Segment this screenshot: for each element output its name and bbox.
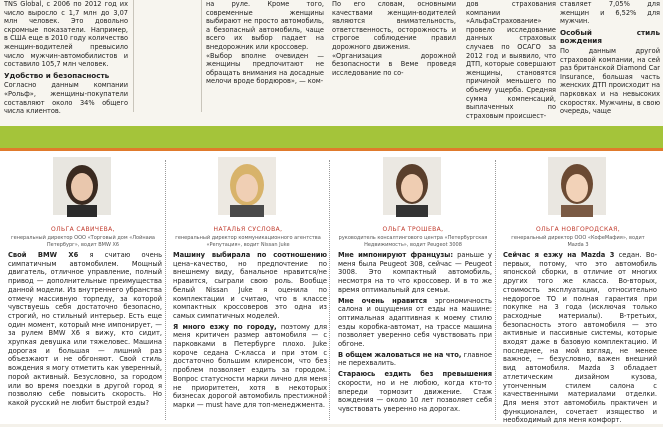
quote-text: я считаю очень симпатичным автомобилем. Мощный двигатель, отличное управление, полный привод — дополнительные преимущества данной модели. Из внутреннего убранства отмечу массивную торпеду, за которой чувствуешь себя достаточно безопасно, строгий, но стильный интерьер. Есть еще один момент, который мне импонирует, — за рулем BMW X6 я вижу, кто сидит, хрупкая девушка или тяжеловес. Машина дорогая и большая — лишний раз объезжают и не обгоняют. Свой стиль вождения я могу отметить как уверенный, порой активный. Безусловно, за городом или во время поездки в другой город я позволяю себе повысить скорость. Но какой русский не любит быстрой езды?	[8, 251, 163, 407]
profile-card-1	[4, 151, 162, 424]
article-column-2	[206, 0, 324, 108]
quote-text: главное не перехвалить.	[338, 350, 492, 368]
person-title: генеральный директор коммуникационного агентства «Репутация», водит Nissan Juke	[175, 235, 321, 248]
quote-lead: Мне импонируют французы:	[338, 251, 454, 259]
column-divider	[201, 0, 202, 112]
quote	[503, 251, 657, 427]
profile-card-4	[499, 151, 657, 424]
paragraph: ставляет 7,05% для женщин и 6,52% для мужчин.	[560, 0, 660, 26]
article-column-5	[560, 0, 660, 116]
quote-lead: Машину выбирала по соотношению	[173, 251, 327, 259]
avatar	[548, 157, 606, 215]
paragraph: По его словам, основными качествами женщин-водителей являются внимательность, ответственность, осторожность и строгое соблюдение правил дорожного движения.	[332, 0, 456, 51]
paragraph: «Выбор вполне очевиден — женщины предпочитают не обращать внимания на досадные мелочи вроде бордюров», — ком-	[206, 51, 324, 86]
person-title: руководитель консалтингового центра «Петербургская Недвижимость», водит Peugeot 3008	[338, 235, 488, 248]
paragraph: TNS Global, с 2006 по 2012 год их число выросло с 1,7 млн до 3,07 млн человек. Это довольно скромные показатели. Например, в США еще в 2010 году количество женщин-водителей превысило число мужчин-автомобилистов и составило 105,7 млн человек.	[4, 0, 128, 69]
person-name: ОЛЬГА ТРОШЕВА,	[382, 226, 444, 233]
quote-lead: Сейчас я езжу на Mazda 3	[503, 251, 615, 259]
profile-card-2	[169, 151, 327, 424]
paragraph: на руле. Кроме того, современные женщины выбирают не просто автомобиль, а безопасный автомобиль, чаще всего их выбор падает на внедорожник или кроссовер.	[206, 0, 324, 51]
article-column-4	[466, 0, 556, 120]
paragraph: «Организация дорожной безопасности в Веме проведя исследование по со-	[332, 51, 456, 77]
person-name: ОЛЬГА НОВГОРОДСКАЯ,	[535, 226, 620, 233]
quote-lead: Мне очень нравится	[338, 296, 428, 305]
quote-text: цена–качество, но предпочтение по внешнему виду, банальное нравится/не нравится, сыграли свою роль. Вообще белый Nissan Juke я оценила по комплектации и считаю, что в классе компактных кроссоверов это одна из самых симпатичных моделей.	[173, 259, 327, 320]
section-heading: Удобство и безопасность	[4, 70, 110, 80]
quote-lead: Свой BMW X6	[8, 251, 79, 259]
person-title: генеральный директор ООО «КофеМафия», водит Mazda 3	[511, 235, 645, 248]
column-divider	[495, 160, 496, 420]
quote-text: скорости, но и не любою, когда кто-то впереди тормозит движение. Стаж вождения — около 10 лет позволяет себя чувствовать уверенно на дорогах.	[338, 378, 492, 413]
avatar	[53, 157, 111, 215]
quote-text: раньше у меня была Peugeot 308, сейчас — Peugeot 3008. Это компактный автомобиль, несмотря на то что кроссовер. И в то же время оптимальный для семьи.	[338, 251, 492, 294]
person-title: генеральный директор ООО «Торговый дом «Лойнаиа Петербург», водит BMW X6	[10, 235, 155, 248]
article-column-1	[4, 0, 128, 116]
section-heading: Особый стиль вождения	[560, 27, 660, 46]
column-divider	[133, 0, 134, 112]
quote-lead: В общем жаловаться не на что,	[338, 350, 462, 359]
quote	[338, 251, 492, 416]
quote	[173, 251, 327, 412]
green-band	[0, 126, 663, 148]
paragraph: Согласно данным компании «Рольф», женщины-покупатели составляют около 34% общего числа клиентов.	[4, 81, 128, 116]
person-name: НАТАЛЬЯ СУСЛОВА,	[213, 226, 283, 233]
column-divider	[329, 160, 330, 420]
avatar	[218, 157, 276, 215]
person-name: ОЛЬГА САВИЧЕВА,	[51, 226, 115, 233]
avatar	[383, 157, 441, 215]
profile-card-3	[334, 151, 492, 424]
paragraph: По данным другой страховой компании, на сей раз британской Diamond Car Insurance, большая часть женских ДТП происходит на парковках и на невысоких скоростях. Мужчины, в свою очередь, чаще	[560, 46, 660, 116]
paragraph: дов страхования компании «АльфаСтрахование» провело исследование данных страховых случаев по ОСАГО за 2012 год и выявило, что ДТП, которые совершают женщины, становятся причиной меньшего по объему ущерба. Средняя сумма компенсаций, выплаченных по страховым происшест-	[466, 0, 556, 120]
quote-text: поэтому для меня критичен размер автомобиля — с парковками в Петербурге плохо. Juke короче седана С-класса и при этом с достаточно большим клиренсом, что без проблем позволяет ездить за городом. Вопрос статусности марки лично для меня не приоритетен, хотя в некоторых бизнесах дорогой автомобиль престижной марки — must have для топ-менеджмента.	[173, 322, 327, 409]
quote	[8, 251, 162, 410]
quote-lead: Стараюсь ездить без превышения	[338, 370, 492, 379]
quote-lead: Я много езжу по городу,	[173, 322, 277, 331]
article-column-3	[332, 0, 456, 108]
quote-text: седан. Во-первых, потому, что это автомобиль японской сборки, в отличие от многих других того же класса. Во-вторых, стоимость эксплуатации, относительно недорогое ТО и полная гарантия при покупке на 3 года (исключая только расходные материалы). В-третьих, безопасность этого автомобиля — это активные и пассивные системы, которые входят даже в базовую комплектацию. И последнее, на мой взгляд, не менее важное, — безусловно, важен внешний вид автомобиля. Mazda 3 обладает атлетическим дизайном кузова, утонченным стилем салона с качественными материалами отделки. Для меня этот автомобиль практичен и функционален, сочетает изящество и необходимый для меня комфорт.	[503, 251, 657, 425]
quote-text: эргономичность салона и ощущения от езды на машине: оптимальная адаптивная к моему стилю езды коробка-автомат, на трассе машина позволяет уверенно себя чувствовать при обгоне.	[338, 296, 492, 349]
column-divider	[165, 160, 166, 420]
